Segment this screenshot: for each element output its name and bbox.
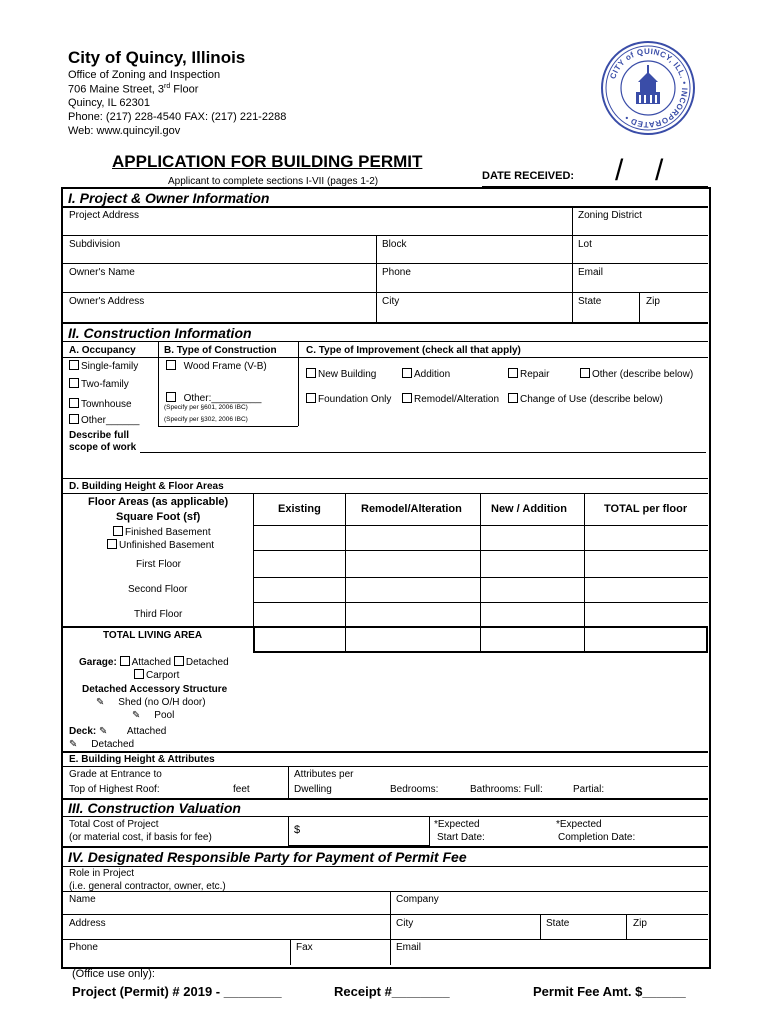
other-construction-checkbox[interactable]: Other:_________ [166,392,261,404]
section-3-heading: III. Construction Valuation [68,800,241,816]
second-floor-label: Second Floor [128,584,188,595]
payer-address-label: Address [69,918,106,929]
subdivision-label: Subdivision [69,239,121,250]
lot-label: Lot [578,239,592,250]
pencil-icon: ✎ [96,697,105,708]
date-slash-2: / [655,154,664,187]
repair-checkbox[interactable]: Repair [508,368,549,380]
garage-attached-checkbox[interactable]: Attached [120,657,171,668]
payer-state-label: State [546,918,570,929]
total-living-area-label: TOTAL LIVING AREA [103,630,203,641]
other-improvement-checkbox[interactable]: Other (describe below) [580,368,693,380]
role-label-2: (i.e. general contractor, owner, etc.) [69,881,226,892]
deck-detached-option[interactable]: ✎ Detached [69,739,135,750]
specify-601-note: (Specify per §601, 2006 IBC) [164,404,248,411]
bathrooms-partial-label: Partial: [573,784,605,795]
specify-302-note: (Specify per §302, 2006 IBC) [164,416,248,423]
office-street: 706 Maine Street, 3rd Floor [68,83,199,96]
existing-column-header: Existing [278,503,321,515]
improvement-type-heading: C. Type of Improvement (check all that apply) [306,345,521,356]
form-title: APPLICATION FOR BUILDING PERMIT [112,152,423,171]
occupancy-heading: A. Occupancy [69,345,136,356]
pencil-icon: ✎ [69,739,78,750]
section-2-heading: II. Construction Information [68,325,252,341]
owner-state-label: State [578,296,602,307]
owners-address-label: Owner's Address [69,296,145,307]
attributes-per-label: Attributes per [294,769,354,780]
office-name: Office of Zoning and Inspection [68,69,221,81]
remodel-alteration-checkbox[interactable]: Remodel/Alteration [402,393,499,405]
pencil-icon: ✎ [132,710,141,721]
deck-attached-option[interactable]: Deck: ✎ Attached [69,726,167,737]
dwelling-label: Dwelling [294,784,332,795]
payer-email-label: Email [396,942,422,953]
total-cost-input[interactable] [288,816,430,846]
project-address-label: Project Address [69,210,140,221]
expected-completion-label-1: *Expected [556,819,602,830]
block-label: Block [382,239,407,250]
new-building-checkbox[interactable]: New Building [306,368,376,380]
office-phone: Phone: (217) 228-4540 FAX: (217) 221-2288 [68,111,287,123]
remodel-column-header: Remodel/Alteration [361,503,462,515]
expected-start-label-2: Start Date: [437,832,485,843]
material-cost-label: (or material cost, if basis for fee) [69,832,212,843]
date-received-label: DATE RECEIVED: [482,170,575,182]
third-floor-label: Third Floor [134,609,183,620]
owner-phone-label: Phone [382,267,411,278]
dollar-sign: $ [294,824,301,836]
describe-scope-label-1: Describe full [69,430,130,441]
floor-areas-label-1: Floor Areas (as applicable) [88,496,229,508]
top-roof-label: Top of Highest Roof: [69,784,160,795]
svg-text:CITY of QUINCY, ILL. • INCORPO: CITY of QUINCY, ILL. • INCORPORATED • [608,46,690,130]
feet-label: feet [233,784,250,795]
garage-detached-checkbox[interactable]: Detached [174,657,229,668]
office-web: Web: www.quincyil.gov [68,125,181,137]
pencil-icon: ✎ [99,726,108,737]
owner-zip-label: Zip [646,296,660,307]
accessory-structure-label: Detached Accessory Structure [82,684,228,695]
owners-name-label: Owner's Name [69,267,135,278]
payer-fax-label: Fax [296,942,313,953]
new-addition-column-header: New / Addition [491,503,567,515]
building-height-heading: E. Building Height & Attributes [69,754,215,765]
addition-checkbox[interactable]: Addition [402,368,450,380]
permit-fee-amount[interactable]: Permit Fee Amt. $______ [533,984,686,999]
section-4-heading: IV. Designated Responsible Party for Payment of Permit Fee [68,849,467,865]
payer-city-label: City [396,918,414,929]
construction-type-heading: B. Type of Construction [164,345,277,356]
carport-checkbox[interactable]: Carport [134,669,179,681]
owner-email-label: Email [578,267,604,278]
single-family-checkbox[interactable]: Single-family [69,360,138,372]
payer-name-label: Name [69,894,96,905]
zoning-district-label: Zoning District [578,210,642,221]
payer-zip-label: Zip [633,918,647,929]
bedrooms-label: Bedrooms: [390,784,439,795]
payer-company-label: Company [396,894,439,905]
expected-completion-label-2: Completion Date: [558,832,636,843]
pool-option[interactable]: ✎ Pool [132,710,175,721]
first-floor-label: First Floor [136,559,181,570]
total-cost-label: Total Cost of Project [69,819,159,830]
change-of-use-checkbox[interactable]: Change of Use (describe below) [508,393,663,405]
garage-row: Garage: Attached Detached [79,657,229,668]
unfinished-basement-checkbox[interactable]: Unfinished Basement [107,539,214,551]
wood-frame-checkbox[interactable]: Wood Frame (V-B) [166,360,267,372]
form-subtitle: Applicant to complete sections I-VII (pages 1-2) [168,176,379,187]
receipt-number[interactable]: Receipt #________ [334,984,450,999]
floor-areas-heading: D. Building Height & Floor Areas [69,481,224,492]
city-name: City of Quincy, Illinois [68,48,246,67]
describe-scope-label-2: scope of work [69,442,137,453]
total-per-floor-column-header: TOTAL per floor [604,503,688,515]
office-citystate: Quincy, IL 62301 [68,97,150,109]
expected-start-label-1: *Expected [434,819,480,830]
role-label-1: Role in Project [69,868,135,879]
office-use-label: (Office use only): [72,968,155,980]
describe-scope-line[interactable] [140,452,706,453]
foundation-only-checkbox[interactable]: Foundation Only [306,393,391,405]
two-family-checkbox[interactable]: Two-family [69,378,129,390]
section-1-heading: I. Project & Owner Information [68,190,270,206]
floor-areas-label-2: Square Foot (sf) [116,511,201,523]
shed-option[interactable]: ✎ Shed (no O/H door) [96,697,206,708]
owner-city-label: City [382,296,400,307]
finished-basement-checkbox[interactable]: Finished Basement [113,526,211,538]
bathrooms-full-label: Bathrooms: Full: [470,784,543,795]
city-seal-icon [600,40,696,136]
date-slash-1: / [615,154,624,187]
other-occupancy-checkbox[interactable]: Other______ [69,414,139,426]
project-permit-number[interactable]: Project (Permit) # 2019 - ________ [72,984,282,999]
payer-phone-label: Phone [69,942,98,953]
townhouse-checkbox[interactable]: Townhouse [69,398,132,410]
grade-label: Grade at Entrance to [69,769,162,780]
